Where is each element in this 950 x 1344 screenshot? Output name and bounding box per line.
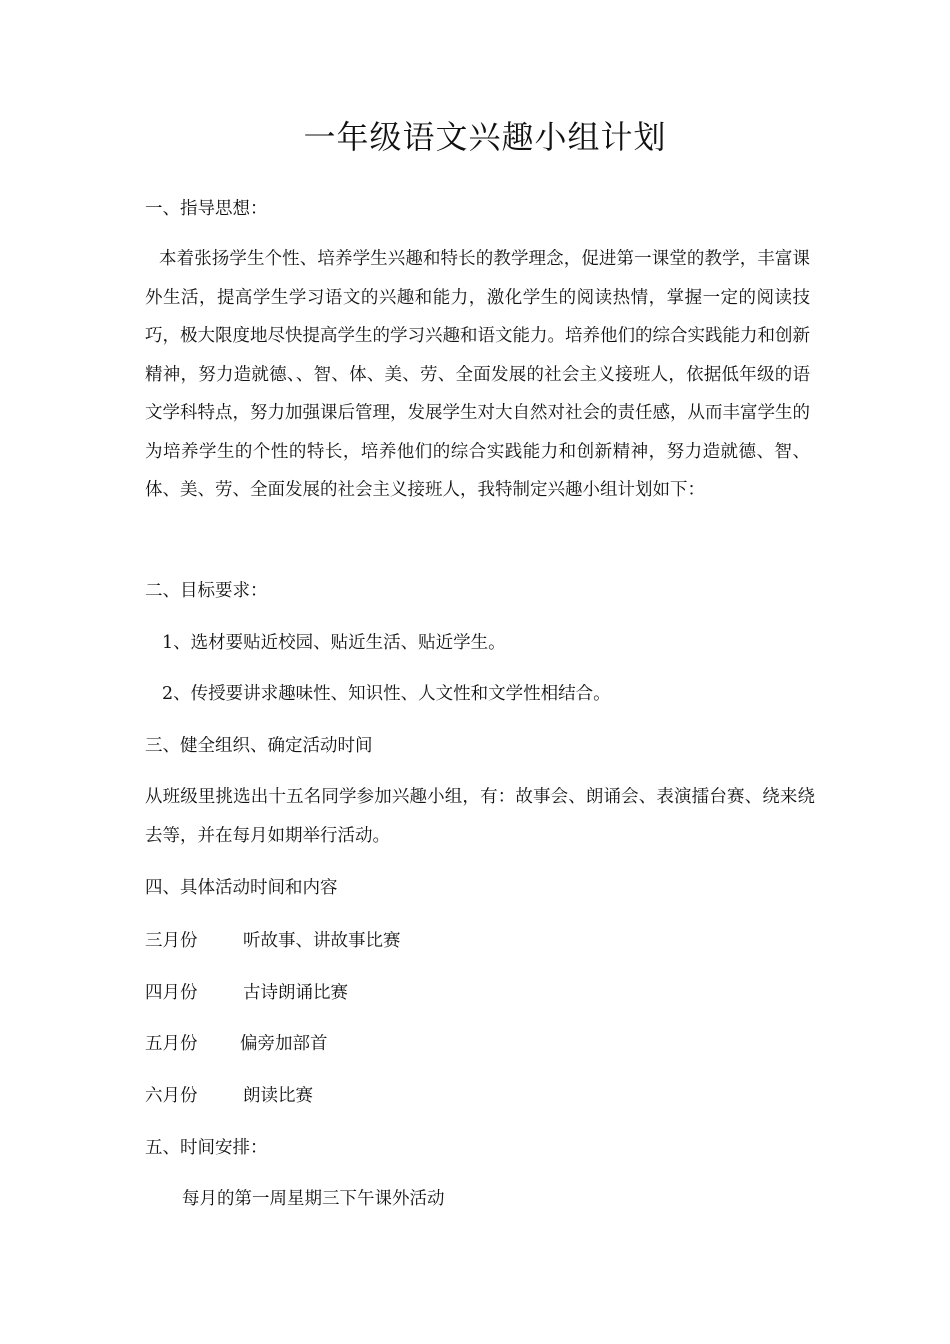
schedule-row [145,1084,313,1108]
schedule-month: 四月份 [145,983,198,1003]
section2-heading: 二、目标要求： [145,581,268,601]
section1-heading: 一、指导思想： [145,199,268,219]
schedule-activity: 听故事、讲故事比赛 [243,931,401,951]
section1-body: 本着张扬学生个性、培养学生兴趣和特长的教学理念，促进第一课堂的教学，丰富课外生活，提高学生学习语文的兴趣和能力，激化学生的阅读热情，掌握一定的阅读技巧，极大限度地尽快提高学生的学习兴趣和语文能力。培养他们的综合实践能力和创新精神，努力造就德、、智、体、美、劳、全面发展的社会主义接班人，依据低年级的语文学科特点，努力加强课后管理，发展学生对大自然对社会的责任感，从而丰富学生的为培养学生的个性的特长，培养他们的综合实践能力和创新精神，努力造就德、智、体、美、劳、全面发展的社会主义接班人，我特制定兴趣小组计划如下： [145,249,810,500]
schedule-row [145,929,401,953]
section4-heading: 四、具体活动时间和内容 [145,878,338,898]
section3-heading: 三、健全组织、确定活动时间 [145,736,373,756]
schedule-row [145,981,348,1005]
goal-item-2: 2、传授要讲求趣味性、知识性、人文性和文学性相结合。 [162,684,611,704]
section3-body: 从班级里挑选出十五名同学参加兴趣小组，有：故事会、朗诵会、表演擂台赛、绕来绕去等，并在每月如期举行活动。 [145,787,815,846]
schedule-activity: 朗读比赛 [243,1086,313,1106]
schedule-month: 六月份 [145,1086,198,1106]
section5-body: 每月的第一周星期三下午课外活动 [182,1189,445,1209]
schedule-row [145,1032,328,1056]
goal-item-1: 1、选材要贴近校园、贴近生活、贴近学生。 [162,633,506,653]
section5-heading: 五、时间安排： [145,1138,268,1158]
schedule-activity: 偏旁加部首 [240,1034,328,1054]
schedule-month: 五月份 [145,1034,198,1054]
document-title: 一年级语文兴趣小组计划 [303,118,667,156]
schedule-month: 三月份 [145,931,198,951]
schedule-activity: 古诗朗诵比赛 [243,983,348,1003]
